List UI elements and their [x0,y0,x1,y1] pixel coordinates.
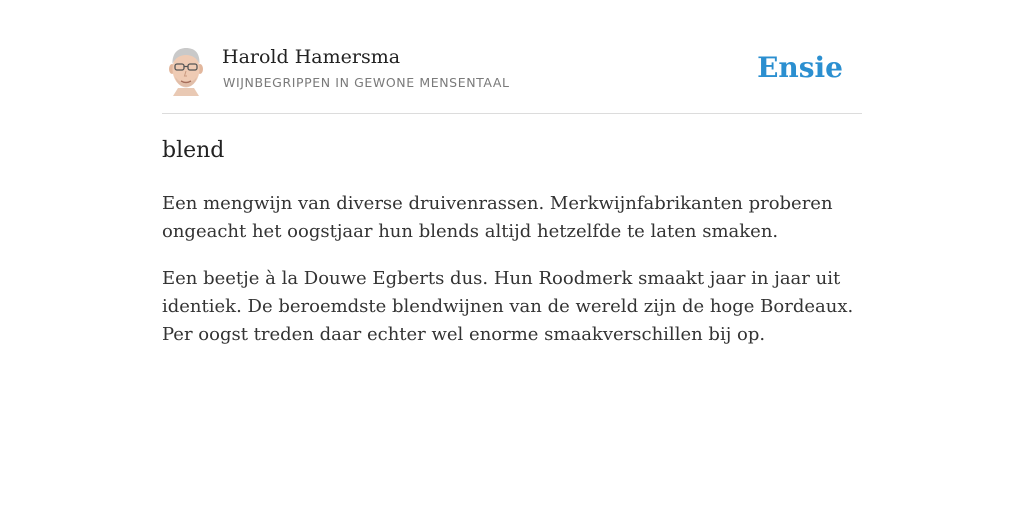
header [162,0,862,114]
entry-paragraph: Een beetje à la Douwe Egberts dus. Hun Roodmerk smaakt jaar in jaar uit identiek. De beroemdste blendwijnen van de wereld zijn de hoge Bordeaux. Per oogst treden daar echter wel enorme smaakverschillen bij op. [162,268,854,345]
entry-title: blend [162,138,225,163]
entry-paragraph: Een mengwijn van diverse druivenrassen. Merkwijnfabrikanten proberen ongeacht het oogstjaar hun blends altijd hetzelfde te laten smaken. [162,193,833,242]
author-tagline: WIJNBEGRIPPEN IN GEWONE MENSENTAAL [223,75,510,90]
author-avatar[interactable] [166,44,206,96]
page [162,0,862,345]
author-name[interactable]: Harold Hamersma [222,46,401,68]
brand-logo[interactable]: Ensie [757,51,843,84]
entry-body [162,190,862,368]
